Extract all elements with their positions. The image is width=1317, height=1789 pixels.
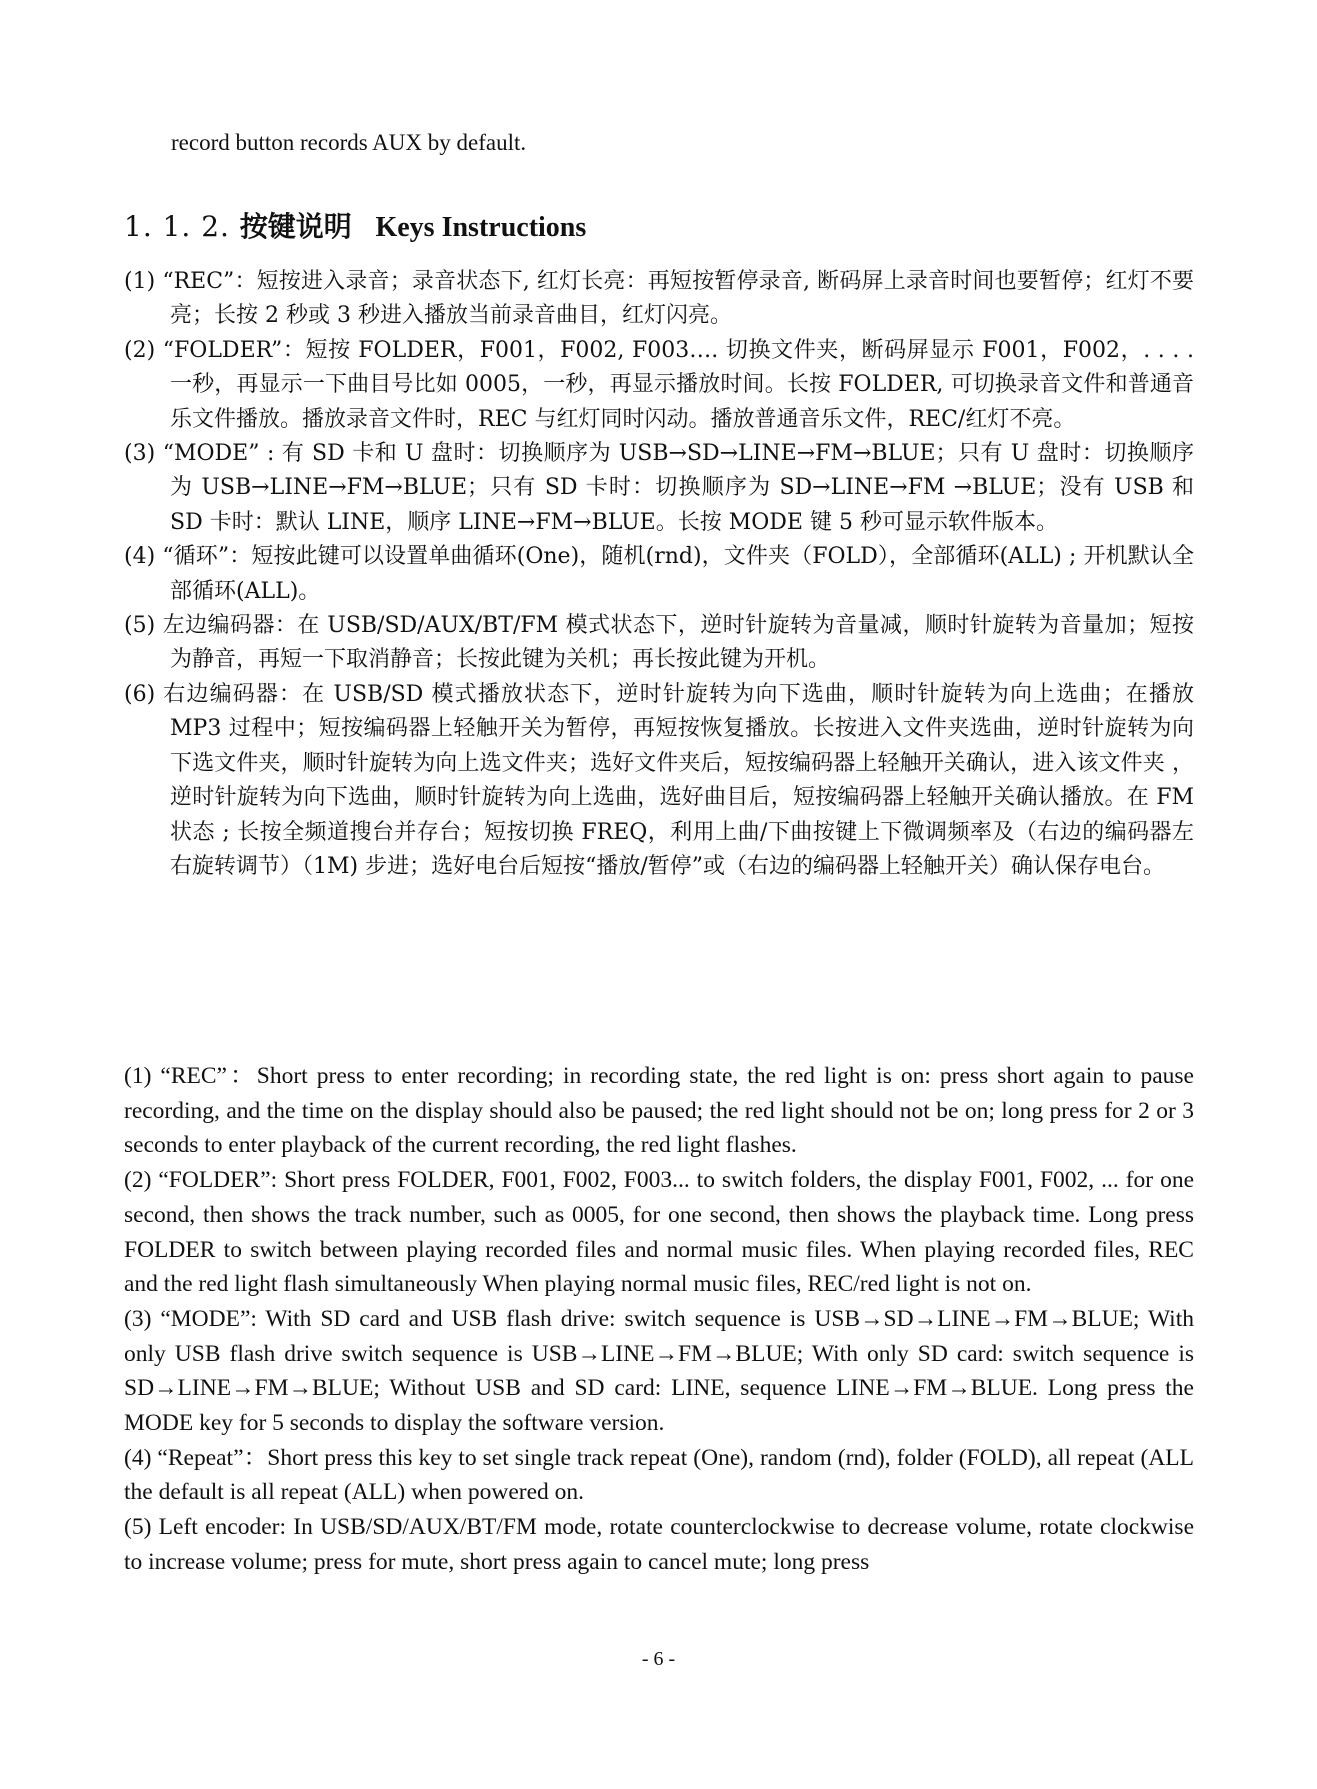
cn-item-right-encoder: (6) 右边编码器：在 USB/SD 模式播放状态下，逆时针旋转为向下选曲，顺时针旋转为向上选曲；在播放 MP3 过程中；短按编码器上轻触开关为暂停，再短按恢复播放。长按进入文件夹选曲，逆时针旋转为向下选文件夹，顺时针旋转为向上选文件夹；选好文件夹后，短按编码器上轻触开关确认，进入该文件夹 ，逆时针旋转为向下选曲，顺时针旋转为向上选曲，选好曲目后，短按编码器上轻触开关确认播放。在 FM 状态 ; 长按全频道搜台并存台；短按切换 FREQ，利用上曲/下曲按键上下微调频率及（右边的编码器左右旋转调节）（1M) 步进；选好电台后短按“播放/暂停”或（右边的编码器上轻触开关）确认保存电台。 [124,681,1194,879]
section-heading [124,210,586,245]
cn-item-left-encoder: (5) 左边编码器：在 USB/SD/AUX/BT/FM 模式状态下，逆时针旋转为音量减，顺时针旋转为音量加；短按为静音，再短一下取消静音；长按此键为关机；再长按此键为开机。 [124,613,1194,673]
section-title-en: Keys Instructions [375,212,587,243]
cn-instructions-list [124,265,1194,884]
cn-item-mode: (3) “MODE” : 有 SD 卡和 U 盘时：切换顺序为 USB→SD→LINE→FM→BLUE；只有 U 盘时：切换顺序为 USB→LINE→FM→BLUE；只有 SD 卡时：切换顺序为 SD→LINE→FM →BLUE；没有 USB 和 SD 卡时：默认 LINE，顺序 LINE→FM→BLUE。长按 MODE 键 5 秒可显示软件版本。 [124,441,1194,535]
en-instructions-list [124,1059,1194,1580]
section-title-cn: 按键说明 [239,210,352,243]
en-item-left-encoder: (5) Left encoder: In USB/SD/AUX/BT/FM mode, rotate counterclockwise to decrease volume, rotate clockwise to increase volume; press for mute, short press again to cancel mute; long press [124,1514,1194,1575]
page-number: - 6 - [641,1648,676,1670]
section-number: 1. 1. 2. [124,210,230,243]
cn-item-folder: (2) “FOLDER”：短按 FOLDER，F001，F002, F003…. 切换文件夹，断码屏显示 F001，F002，. . . . 一秒，再显示一下曲目号比如 0005，一秒，再显示播放时间。长按 FOLDER, 可切换录音文件和普通音乐文件播放。播放录音文件时，REC 与红灯同时闪动。播放普通音乐文件，REC/红灯不亮。 [124,337,1194,432]
en-item-mode: (3) “MODE”: With SD card and USB flash drive: switch sequence is USB→SD→LINE→FM→BLUE; With only USB flash drive switch sequence is USB→LINE→FM→BLUE; With only SD card: switch sequence is SD→LINE→FM→BLUE; Without USB and SD card: LINE, sequence LINE→FM→BLUE. Long press the MODE key for 5 seconds to display the software version. [124,1305,1194,1437]
cn-item-rec: (1) “REC”：短按进入录音；录音状态下, 红灯长亮：再短按暂停录音, 断码屏上录音时间也要暂停；红灯不要亮；长按 2 秒或 3 秒进入播放当前录音曲目，红灯闪亮。 [124,269,1194,329]
en-item-folder: (2) “FOLDER”: Short press FOLDER, F001, F002, F003... to switch folders, the display F001, F002, ... for one second, then shows the track number, such as 0005, for one second, then shows the playback time. Long press FOLDER to switch between playing recorded files and normal music files. When playing recorded files, REC and the red light flash simultaneously When playing normal music files, REC/red light is not on. [124,1167,1194,1298]
intro-text: record button records AUX by default. [171,130,527,155]
en-item-rec: (1) “REC”：Short press to enter recording; in recording state, the red light is on: press short again to pause recording, and the time on the display should also be paused; the red light should not be on; long press for 2 or 3 seconds to enter playback of the current recording, the red light flashes. [124,1063,1194,1159]
cn-item-repeat: (4) “循环”：短按此键可以设置单曲循环(One)，随机(rnd)，文件夹（FOLD），全部循环(ALL) ; 开机默认全部循环(ALL)。 [124,544,1194,604]
en-item-repeat: (4) “Repeat”：Short press this key to set single track repeat (One), random (rnd), folder (FOLD), all repeat (ALL the default is all repeat (ALL) when powered on. [124,1444,1194,1506]
